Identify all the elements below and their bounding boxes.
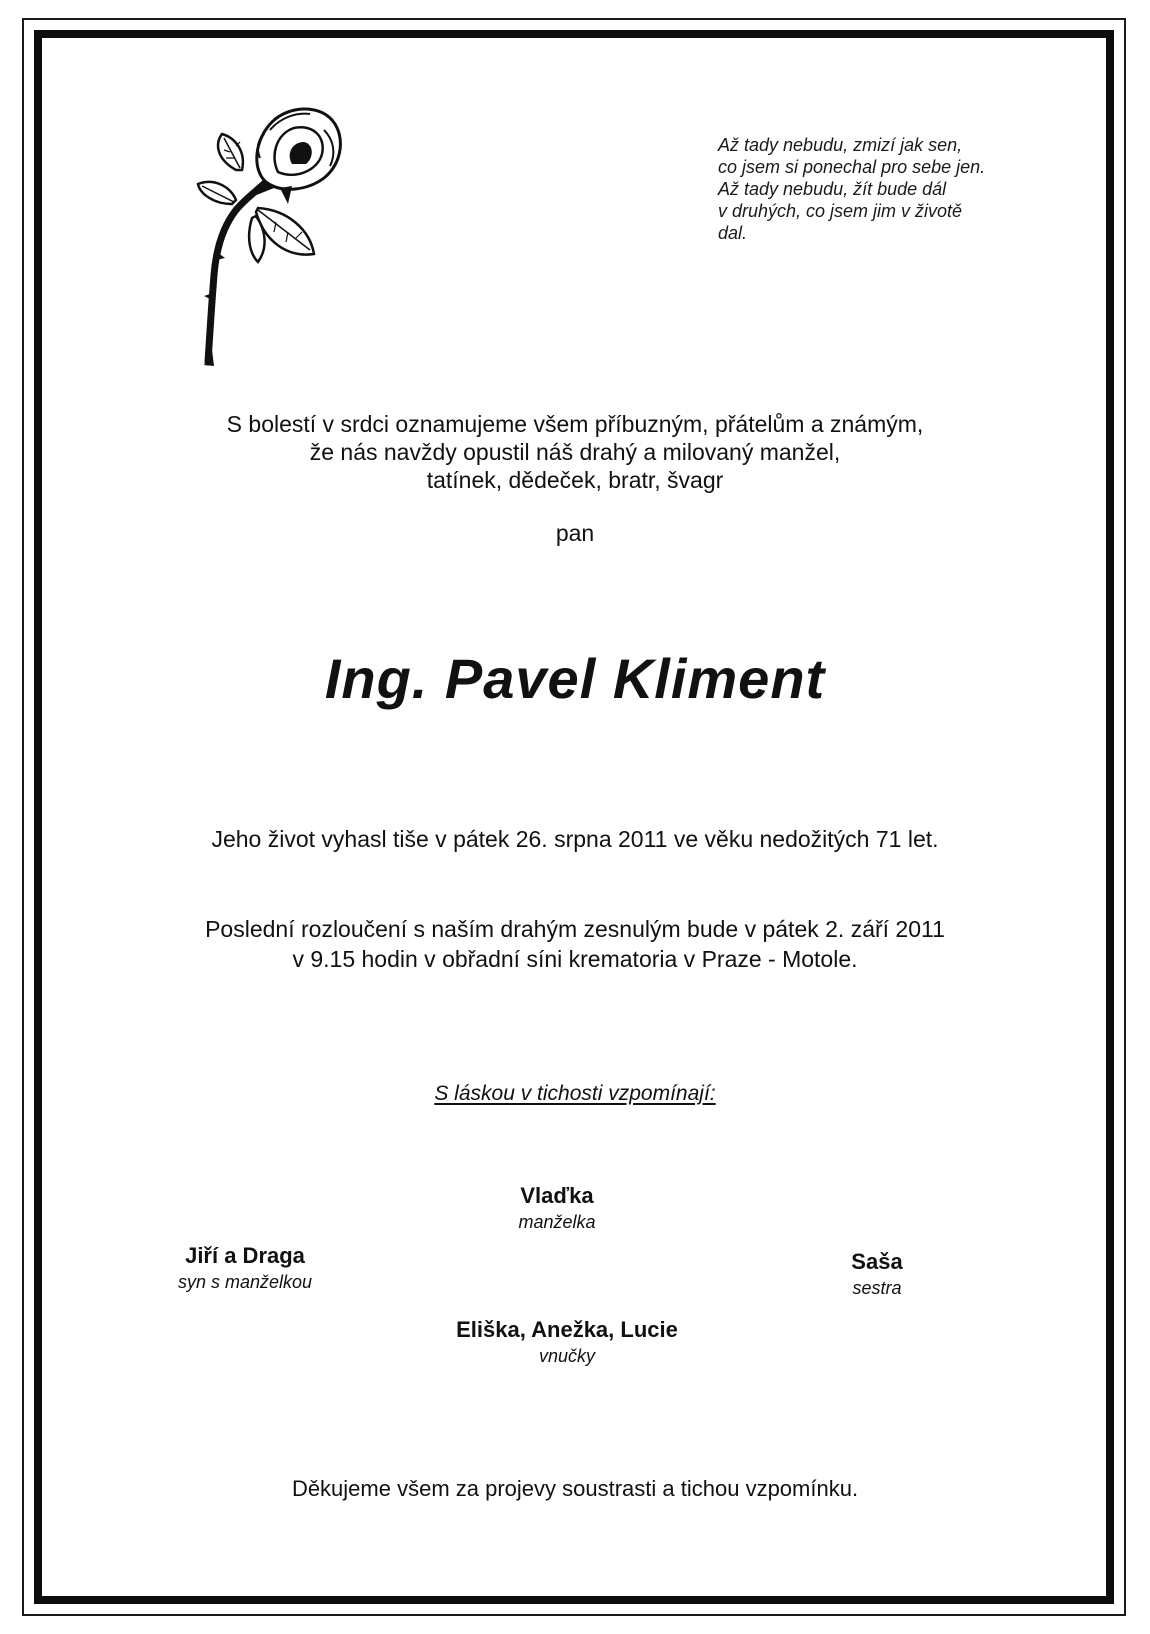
poem-line: Až tady nebudu, zmizí jak sen,: [718, 135, 963, 155]
announcement-line: S bolestí v srdci oznamujeme všem příbuzným, přátelům a známým,: [226, 411, 924, 437]
mourner-wife: [417, 1182, 697, 1234]
farewell-info: [0, 914, 1150, 974]
farewell-line: Poslední rozloučení s naším drahým zesnulým bude v pátek 2. září 2011: [205, 916, 945, 942]
thanks-note: Děkujeme všem za projevy soustrasti a tichou vzpomínku.: [291, 1476, 859, 1501]
death-notice: Jeho život vyhasl tiše v pátek 26. srpna 2011 ve věku nedožitých 71 let.: [211, 826, 939, 852]
announcement-line: tatínek, dědeček, bratr, švagr: [426, 467, 724, 493]
poem-line: dal.: [718, 223, 748, 243]
mourner-name: Eliška, Anežka, Lucie: [456, 1317, 678, 1342]
mourner-role: syn s manželkou: [177, 1272, 313, 1292]
announcement: [0, 410, 1150, 494]
honorific: pan: [555, 520, 595, 546]
mourner-sister: [737, 1248, 1017, 1300]
announcement-line: že nás navždy opustil náš drahý a milovaný manžel,: [309, 439, 841, 465]
mourner-name: Jiří a Draga: [185, 1243, 305, 1268]
memory-heading: [0, 1082, 1150, 1106]
mourner-name: Saša: [851, 1249, 903, 1274]
mourner-role: manželka: [518, 1212, 596, 1232]
farewell-line: v 9.15 hodin v obřadní síni krematoria v Praze - Motole.: [292, 946, 858, 972]
memory-heading-text: S láskou v tichosti vzpomínají:: [434, 1082, 716, 1105]
mourner-granddaughters: [417, 1316, 717, 1368]
poem-line: Až tady nebudu, žít bude dál: [718, 179, 947, 199]
mourner-role: vnučky: [538, 1346, 596, 1366]
poem: [718, 134, 1048, 244]
mourner-son: [105, 1242, 385, 1294]
mourner-name: Vlaďka: [520, 1183, 594, 1208]
poem-line: v druhých, co jsem jim v životě: [718, 201, 963, 221]
rose-icon: [196, 100, 356, 380]
mourner-role: sestra: [852, 1278, 902, 1298]
poem-line: co jsem si ponechal pro sebe jen.: [718, 157, 986, 177]
deceased-name: Ing. Pavel Kliment: [324, 647, 826, 710]
